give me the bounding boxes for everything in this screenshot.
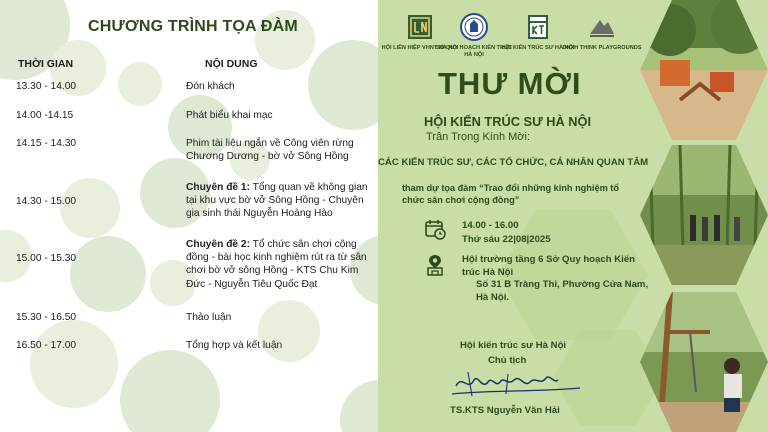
row-text: Phim tài liệu ngắn về Công viên rừng Chương Dương - bờ vở Sông Hồng [186,138,354,163]
invitation-org: HỘI KIẾN TRÚC SƯ HÀ NỘI [424,114,592,129]
row-text: Tổng hợp và kết luận [186,340,283,351]
row-text: Tổng quan về không gian tại khu vực bờ vở Sông Hồng - Chuyên gia sinh thái Nguyễn Hoàng Hào [186,182,368,220]
decor-circle [30,320,118,408]
row-content [186,339,374,352]
invitation-attend-text: tham dự tọa đàm “Trao đổi những kinh nghiệm tổ chức sân chơi cộng đồng” [402,183,619,205]
row-time: 14.00 -14.15 [16,110,74,121]
row-text: Đón khách [186,81,235,92]
decor-circle [70,236,146,312]
row-time: 15.00 - 15.30 [16,253,77,264]
signature-role: Chủ tịch [488,355,527,366]
event-venue [462,254,654,304]
decor-circle [258,300,320,362]
logo-label: HỘI KIẾN TRÚC SƯ HÀ NỘI [501,45,575,51]
row-content [186,311,374,324]
row-topic-label: Chuyên đề 2: [186,239,250,250]
invitation-panel [378,0,768,432]
signature-org: Hội kiến trúc sư Hà Nội [460,340,567,351]
row-time: 13.30 - 14.00 [16,81,77,92]
logo-think-playgrounds [562,12,642,52]
logo-label: HỘI LIÊN HIỆP VHNT HÀ NỘI [381,45,459,51]
logo-label: DNXH THINK PLAYGROUNDS [562,45,642,51]
venue-hall: Hội trường tầng 6 Sở Quy hoạch Kiến trúc Hà Nội [462,254,636,278]
program-title: CHƯƠNG TRÌNH TỌA ĐÀM [88,18,298,35]
calendar-clock-icon [424,218,446,240]
row-content [186,109,374,122]
logo-label: SỞ QUY HOẠCH KIẾN TRÚC HÀ NỘI [435,45,513,58]
so-qhkt-logo-icon [459,12,489,42]
row-content [186,181,374,221]
row-text: Phát biểu khai mạc [186,110,273,121]
think-playgrounds-logo-icon [587,12,617,42]
row-content [186,80,374,93]
row-time: 15.30 - 16.50 [16,312,77,323]
lhhvhnt-logo-icon [405,12,435,42]
decor-circle [118,62,162,106]
row-time: 16.50 - 17.00 [16,340,77,351]
handwritten-signature-icon [448,368,588,402]
row-content [186,238,374,291]
decor-circle [340,380,378,432]
playground-photo-2 [640,145,768,285]
content-column-header: NỘI DUNG [205,58,258,70]
event-date: Thứ sáu 22|08|2025 [462,234,551,245]
program-panel [0,0,378,432]
row-content [186,137,374,163]
hkts-logo-icon [523,12,553,42]
signer-name: TS.KTS Nguyễn Văn Hải [450,405,560,416]
row-time: 14.30 - 15.00 [16,196,77,207]
row-time: 14.15 - 14.30 [16,138,77,149]
playground-photo-1 [640,0,768,140]
invitation-title: THƯ MỜI [438,66,582,101]
invitation-greeting: Trân Trọng Kính Mời: [426,131,531,143]
venue-address: Số 31 B Tràng Thi, Phường Cửa Nam, Hà Nội. [476,279,649,303]
row-text: Tổ chức sân chơi cộng đồng - bài học kinh nghiệm rút ra từ sân chơi bờ vở sông Hồng - KTS Chu Kim Đức - Nguyễn Tiêu Quốc Đạt [186,239,367,290]
row-text: Thảo luận [186,312,232,323]
decor-circle [120,350,220,432]
invitation-guests: CÁC KIẾN TRÚC SƯ, CÁC TỔ CHỨC, CÁ NHÂN QUAN TÂM [378,157,649,168]
event-time: 14.00 - 16.00 [462,220,519,231]
playground-photo-3 [640,292,768,432]
time-column-header: THỜI GIAN [18,58,74,70]
row-topic-label: Chuyên đề 1: [186,182,250,193]
building-location-icon [424,254,446,276]
